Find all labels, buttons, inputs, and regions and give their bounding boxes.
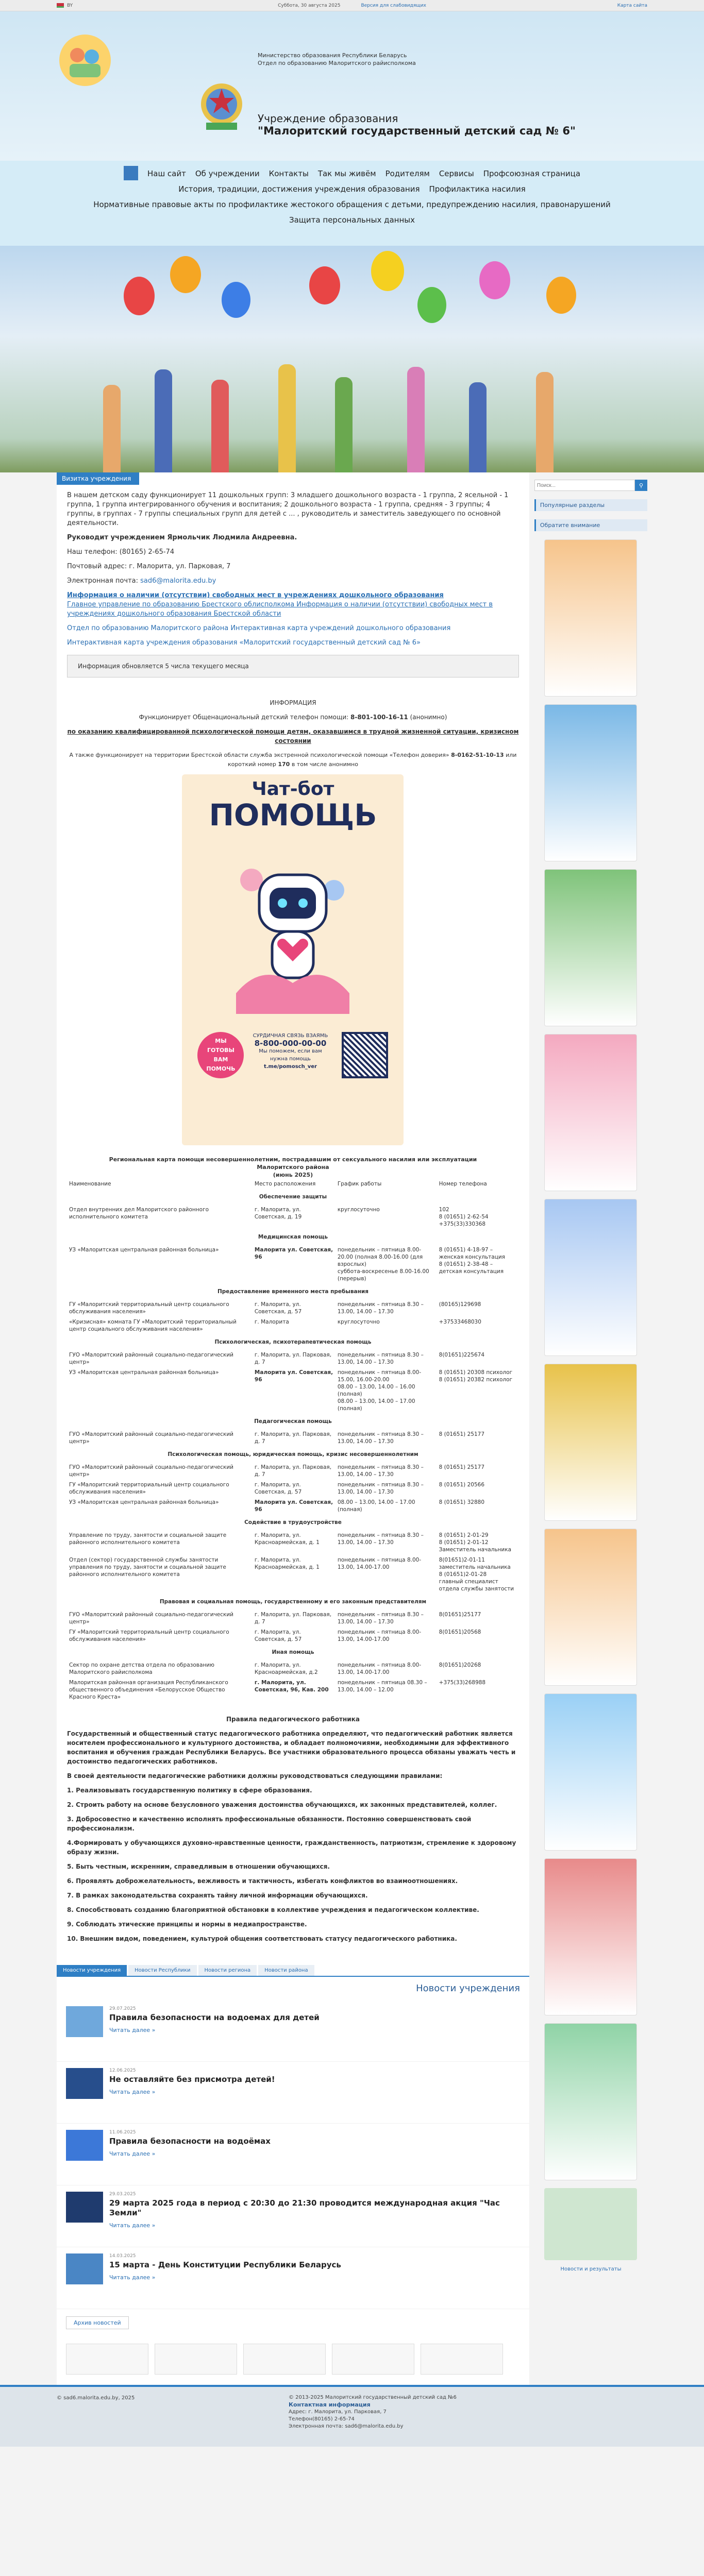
- poster-phone: 8-800-000-00-00: [254, 1039, 327, 1048]
- child-figure: [103, 385, 121, 472]
- table-cell: г. Малорита, ул. Советская, д. 57: [254, 1629, 302, 1642]
- table-cell: Малорита ул. Советская, 96: [254, 1499, 333, 1513]
- news-tab[interactable]: Новости Республики: [128, 1965, 196, 1976]
- nav-item[interactable]: Профилактика насилия: [429, 184, 526, 194]
- child-figure: [407, 367, 425, 472]
- table-cell: Отдел внутренних дел Малоритского районного исполнительного комитета: [69, 1207, 209, 1220]
- rule-item: 9. Соблюдать этические принципы и нормы в медиапространстве.: [67, 1921, 307, 1928]
- sidebar-banner[interactable]: [544, 1199, 637, 1356]
- table-row: [67, 1299, 519, 1317]
- news-date: 11.06.2025: [109, 2130, 136, 2135]
- table-cell: 8 (01651) 25177: [439, 1464, 484, 1470]
- org-type: Учреждение образования: [258, 112, 398, 125]
- table-cell: г. Малорита, ул. Советская, д. 57: [254, 1301, 302, 1315]
- news-item[interactable]: [57, 2247, 529, 2309]
- news-date: 29.03.2025: [109, 2192, 136, 2197]
- news-more[interactable]: Читать далее »: [109, 2027, 156, 2033]
- news-date: 14.03.2025: [109, 2253, 136, 2259]
- rule-item: 3. Добросовестно и качественно исполнять профессиональные обязанности. Постоянно совершенствовать свой профессионализм.: [67, 1816, 472, 1832]
- news-title[interactable]: 15 марта - День Конституции Республики Беларусь: [109, 2260, 341, 2269]
- kindergarten-map-link[interactable]: Интерактивная карта учреждения образования «Малоритский государственный детский сад № 6»: [67, 639, 421, 647]
- table-cell: г. Малорита, ул. Красноармейская, д.2: [254, 1662, 318, 1675]
- table-cell: г. Малорита, ул. Парковая, д. 7: [254, 1464, 332, 1478]
- department-link[interactable]: Отдел по образованию Малоритского райисполкома: [258, 60, 416, 66]
- child-figure: [335, 377, 353, 472]
- partner-logo[interactable]: [421, 2344, 503, 2375]
- intro-text: В нашем детском саду функционирует 11 дошкольных групп: 3 младшего дошкольного возраста - 1 группа, 2 ясельной - 1 группа, 1 группа интегрированного обучения и воспитания; 2 дошкольного возраста - 1 группа, средняя - 3 группы; 4 группы, в группах - 7 группы специальных групп для детей с ... , руководитель и заместитель заведующего по основной деятельности.: [67, 492, 509, 527]
- table-cell: 8 (01651) 2-01-29 8 (01651) 2-01-12 Заместитель начальника: [439, 1532, 512, 1553]
- news-item[interactable]: [57, 2185, 529, 2247]
- table-cell: понедельник – пятница 8.30 – 13.00, 14.00 – 17.30: [337, 1301, 424, 1315]
- news-tab[interactable]: Новости учреждения: [57, 1965, 127, 1976]
- qr-code[interactable]: [342, 1032, 388, 1078]
- table-cell: 8 (01651) 20308 психолог 8 (01651) 20382 психолог: [439, 1369, 513, 1383]
- search-input[interactable]: [534, 480, 635, 491]
- child-figure: [469, 382, 487, 472]
- current-date: Суббота, 30 августа 2025: [278, 3, 341, 8]
- all-news-link[interactable]: Новости и результаты: [560, 2266, 622, 2272]
- table-cell: 8 (01651) 20566: [439, 1482, 484, 1488]
- partner-logos: [57, 2340, 529, 2385]
- nav-item[interactable]: Профсоюзная страница: [483, 169, 581, 178]
- rule-item: 10. Внешним видом, поведением, культурой общения соответствовать статусу педагогического работника.: [67, 1935, 457, 1942]
- nav-item[interactable]: Контакты: [269, 169, 309, 178]
- table-cell: 8(01651)20268: [439, 1662, 481, 1668]
- nav-item[interactable]: Родителям: [385, 169, 430, 178]
- sidebar-banner[interactable]: [544, 704, 637, 861]
- news-more[interactable]: Читать далее »: [109, 2222, 156, 2229]
- popular-title: Популярные разделы: [534, 499, 647, 511]
- hero-banner: [0, 246, 704, 472]
- table-cell: г. Малорита, ул. Советская, д. 19: [254, 1207, 302, 1220]
- table-cell: понедельник – пятница 8.30 – 13.00, 14.00 – 17.30: [337, 1464, 424, 1478]
- chatbot-poster[interactable]: [182, 774, 404, 1145]
- accessibility-link[interactable]: Версия для слабовидящих: [361, 3, 426, 8]
- ministry-link[interactable]: Министерство образования Республики Беларусь: [258, 52, 407, 59]
- news-item[interactable]: [57, 2062, 529, 2124]
- balloon: [546, 277, 576, 314]
- table-group-row: [67, 1229, 519, 1245]
- table-cell: г. Малорита, ул. Парковая, д. 7: [254, 1352, 332, 1365]
- table-cell: круглосуточно: [337, 1319, 380, 1325]
- child-figure: [278, 364, 296, 472]
- news-archive-button[interactable]: Архив новостей: [66, 2316, 129, 2329]
- table-cell: г. Малорита, ул. Парковая, д. 7: [254, 1612, 332, 1625]
- table-cell: 8 (01651) 4-18-97 – женская консультация 8 (01651) 2-38-48 – детская консультация: [439, 1247, 505, 1275]
- balloon: [309, 266, 340, 304]
- news-item[interactable]: [57, 2124, 529, 2185]
- rule-item: 7. В рамках законодательства сохранять тайну личной информации обучающихся.: [67, 1892, 368, 1899]
- home-icon[interactable]: [124, 166, 138, 180]
- table-cell: понедельник – пятница 8.30 – 13.00, 14.00 – 17.30: [337, 1532, 424, 1546]
- news-more[interactable]: Читать далее »: [109, 2089, 156, 2095]
- sidebar-banner[interactable]: [544, 2023, 637, 2180]
- rules-title: Правила педагогического работника: [226, 1716, 360, 1723]
- balloon: [371, 251, 404, 291]
- news-thumbnail[interactable]: [66, 2130, 103, 2161]
- table-row: [67, 1245, 519, 1284]
- table-group-row: [67, 1594, 519, 1609]
- info-purpose: по оказанию квалифицированной психологической помощи детям, оказавшимся в трудной жизненной ситуации, кризисном состоянии: [67, 728, 519, 744]
- sidebar-banner[interactable]: [544, 1364, 637, 1521]
- table-date: (июнь 2025): [273, 1172, 313, 1178]
- table-group-row: [67, 1447, 519, 1462]
- news-thumbnail[interactable]: [66, 2006, 103, 2037]
- table-cell: понедельник – пятница 08.30 – 13.00, 14.00 – 12.00: [337, 1680, 427, 1693]
- table-group-row: [67, 1189, 519, 1205]
- table-header: Место расположения: [254, 1181, 316, 1187]
- poster-phone-label: СУРДИЧНАЯ СВЯЗЬ ВЗАЯМЬ: [253, 1033, 328, 1039]
- info-hotline-phone: 8-0162-51-10-13: [451, 752, 504, 758]
- news-heading: Новости учреждения: [416, 1983, 520, 1994]
- info-text: Функционирует Общенациональный детский телефон помощи:: [139, 714, 349, 721]
- main-content: [57, 472, 529, 2385]
- news-title[interactable]: 29 марта 2025 года в период с 20:30 до 21:30 проводится международная акция "Час Земли": [109, 2198, 500, 2217]
- news-thumbnail[interactable]: [66, 2253, 103, 2284]
- child-figure: [155, 369, 172, 472]
- table-cell: ГУ «Малоритский территориальный центр социального обслуживания населения»: [69, 1301, 229, 1315]
- table-header: График работы: [337, 1181, 382, 1187]
- update-notice: [67, 655, 519, 677]
- table-cell: г. Малорита, ул. Парковая, д. 7: [254, 1431, 332, 1445]
- search-button[interactable]: ⚲: [635, 480, 647, 491]
- flag-icon: [57, 3, 64, 8]
- table-cell: 8(01651)2-01-11 заместитель начальника 8 (01651)2-01-28 главный специалист отдела службы занятости: [439, 1557, 514, 1592]
- email-link[interactable]: sad6@malorita.edu.by: [140, 577, 216, 585]
- table-cell: ГУ «Малоритский территориальный центр социального обслуживания населения»: [69, 1629, 229, 1642]
- rules-intro: Государственный и общественный статус педагогического работника определяют, что педагогический работник является носителем профессионального и культурного достоинства, и обладает полномочиями, необходимыми для эффективного воспитания и обучения граждан Республики Беларусь. Все участники образовательного процесса обязаны уважать честь и достоинство педагогических работников.: [67, 1730, 516, 1765]
- table-cell: Отдел (сектор) государственной службы занятости управления по труду, занятости и социальной защите районного исполнительного комитета: [69, 1557, 226, 1578]
- table-subtitle: Малоритского района: [257, 1164, 329, 1171]
- table-cell: УЗ «Малоритская центральная районная больница»: [69, 1369, 219, 1376]
- site-header: [0, 11, 704, 161]
- table-row: [67, 1317, 519, 1334]
- rules-sub: В своей деятельности педагогические работники должны руководствоваться следующими правилами:: [67, 1772, 443, 1780]
- table-cell: круглосуточно: [337, 1207, 380, 1213]
- footer-copyright: © sad6.malorita.edu.by, 2025: [57, 2395, 135, 2401]
- table-cell: Малоритская районная организация Республиканского общественного объединения «Белорусское Общество Красного Креста»: [69, 1680, 228, 1700]
- info-heading: ИНФОРМАЦИЯ: [270, 699, 316, 706]
- table-group-title: Содействие в трудоустройстве: [244, 1519, 342, 1526]
- table-cell: понедельник – пятница 8.30 – 13.00, 14.00 – 17.30: [337, 1352, 424, 1365]
- nav-item[interactable]: Сервисы: [439, 169, 474, 178]
- contacts-title: Контактная информация: [289, 2401, 371, 2408]
- table-group-row: [67, 1334, 519, 1350]
- news-title[interactable]: Не оставляйте без присмотра детей!: [109, 2075, 275, 2084]
- table-cell: ГУО «Малоритский районный социально-педагогический центр»: [69, 1464, 233, 1478]
- news-tab[interactable]: Новости региона: [198, 1965, 257, 1976]
- region-vacancy-link[interactable]: Главное управление по образованию Брестского облисполкома Информация о наличии (отсутствии) свободных мест в учреждениях дошкольного образования Брестской области: [67, 601, 493, 618]
- news-title[interactable]: Правила безопасности на водоёмах: [109, 2137, 271, 2146]
- table-cell: +37533468030: [439, 1319, 481, 1325]
- table-row: [67, 1429, 519, 1447]
- site-footer: [0, 2385, 704, 2447]
- table-cell: (80165)129698: [439, 1301, 481, 1308]
- poster-tag[interactable]: t.me/pomosch_ver: [263, 1064, 317, 1070]
- table-cell: понедельник – пятница 8.00-13.00, 14.00-17.00: [337, 1629, 422, 1642]
- about-section: [57, 485, 529, 1708]
- main-nav: [0, 161, 704, 246]
- table-cell: г. Малорита, ул. Красноармейская, д. 1: [254, 1557, 320, 1570]
- table-row: [67, 1609, 519, 1627]
- rule-item: 8. Способствовать созданию благоприятной обстановки в коллективе учреждения и педагогическом коллективе.: [67, 1906, 479, 1913]
- partner-logo[interactable]: [332, 2344, 414, 2375]
- table-group-title: Правовая и социальная помощь, государственному и его законным представителям: [159, 1599, 427, 1605]
- sidebar-banner[interactable]: [544, 1693, 637, 1851]
- news-title[interactable]: Правила безопасности на водоемах для детей: [109, 2013, 320, 2022]
- language-label[interactable]: BY: [67, 3, 73, 8]
- services-title: Обратите внимание: [534, 519, 647, 531]
- table-cell: Управление по труду, занятости и социальной защите районного исполнительного комитета: [69, 1532, 227, 1546]
- news-item[interactable]: [57, 2000, 529, 2062]
- partner-logo[interactable]: [155, 2344, 237, 2375]
- news-more[interactable]: Читать далее »: [109, 2274, 156, 2281]
- table-header: Номер телефона: [439, 1181, 487, 1187]
- table-cell: г. Малорита, ул. Советская, д. 57: [254, 1482, 302, 1495]
- sidebar-banner[interactable]: [544, 2188, 637, 2260]
- footer-address: Адрес: г. Малорита, ул. Парковая, 7: [289, 2409, 387, 2415]
- table-group-title: Обеспечение защиты: [259, 1194, 327, 1200]
- help-map-heading: [67, 1156, 519, 1179]
- balloon: [124, 277, 155, 315]
- help-map-table: [67, 1179, 519, 1702]
- table-cell: понедельник – пятница 8.30 – 13.00, 14.00 – 17.30: [337, 1612, 424, 1625]
- sidebar-banner[interactable]: [544, 1858, 637, 2015]
- table-header: Наименование: [69, 1181, 111, 1187]
- state-emblem-icon: [196, 77, 247, 134]
- nav-item[interactable]: Нормативные правовые акты по профилактике жестокого обращения с детьми, предупреждению насилия, правонарушений: [93, 200, 611, 209]
- table-row: [67, 1205, 519, 1229]
- table-group-row: [67, 1414, 519, 1429]
- poster-title-main: ПОМОЩЬ: [209, 798, 377, 833]
- vacancy-info-link[interactable]: Информация о наличии (отсутствии) свободных мест в учреждениях дошкольного образования: [67, 591, 444, 599]
- table-cell: +375(33)268988: [439, 1680, 486, 1686]
- news-date: 29.07.2025: [109, 2006, 136, 2011]
- rule-item: 1. Реализовывать государственную политику в сфере образования.: [67, 1787, 312, 1794]
- sidebar-banner[interactable]: [544, 869, 637, 1026]
- table-title: Региональная карта помощи несовершеннолетним, пострадавшим от сексуального насилия или эксплуатации: [109, 1156, 477, 1163]
- nav-item[interactable]: Так мы живём: [317, 169, 376, 178]
- table-cell: 08.00 – 13.00, 14.00 – 17.00 (полная): [337, 1499, 415, 1513]
- news-list: [57, 2000, 529, 2309]
- nav-item[interactable]: Защита персональных данных: [289, 215, 415, 225]
- table-row: [67, 1660, 519, 1677]
- child-figure: [536, 372, 554, 472]
- nav-item[interactable]: История, традиции, достижения учреждения образования: [178, 184, 420, 194]
- balloon: [222, 282, 250, 318]
- news-date: 12.06.2025: [109, 2068, 136, 2073]
- sitemap-link[interactable]: Карта сайта: [617, 3, 647, 8]
- sidebar-banner[interactable]: [544, 539, 637, 697]
- rule-item: 2. Строить работу на основе безусловного уважения достоинства обучающихся, их законных представителей, коллег.: [67, 1801, 497, 1808]
- sidebar-banner[interactable]: [544, 1034, 637, 1191]
- table-cell: понедельник – пятница 8.30 – 13.00, 14.00 – 17.30: [337, 1431, 424, 1445]
- info-short-label: или короткий номер: [227, 752, 517, 768]
- table-group-title: Психологическая помощь, юридическая помощь, кризис несовершеннолетним: [167, 1451, 418, 1458]
- table-cell: 102 8 (01651) 2-62-54 +375(33)330368: [439, 1207, 489, 1227]
- table-group-row: [67, 1284, 519, 1299]
- poster-help-text: Мы поможем, если вам нужна помощь: [259, 1048, 322, 1062]
- info-anon2: в том числе анонимно: [291, 761, 358, 768]
- table-row: [67, 1627, 519, 1645]
- table-group-title: Психологическая, психотерапевтическая помощь: [214, 1339, 372, 1345]
- table-cell: понедельник – пятница 8.00-20.00 (полная 8.00-16.00 (для взрослых) суббота-воскресенье 8.00-16.00 (перерыв): [337, 1247, 429, 1282]
- table-cell: УЗ «Малоритская центральная районная больница»: [69, 1499, 219, 1505]
- robot-illustration: [231, 859, 355, 1024]
- table-cell: 8(01651)225674: [439, 1352, 484, 1358]
- info-phone: 8-801-100-16-11: [350, 714, 408, 721]
- table-cell: г. Малорита, ул. Советская, 96, Кав. 200: [254, 1680, 329, 1693]
- footer-email[interactable]: Электронная почта: sad6@malorita.edu.by: [289, 2424, 404, 2429]
- district-map-link[interactable]: Отдел по образованию Малоритского района Интерактивная карта учреждений дошкольного образования: [67, 624, 451, 632]
- content-wrap: [0, 472, 704, 2385]
- poster-badge: МЫ ГОТОВЫ ВАМ ПОМОЧЬ: [197, 1032, 244, 1078]
- news-tabs: [57, 1965, 529, 1977]
- news-more[interactable]: Читать далее »: [109, 2150, 156, 2157]
- sidebar: [534, 472, 647, 2385]
- phone-text: Наш телефон: (80165) 2-65-74: [67, 548, 175, 556]
- news-tab[interactable]: Новости района: [258, 1965, 314, 1976]
- sidebar-banner[interactable]: [544, 1529, 637, 1686]
- info-anon: (анонимно): [410, 714, 447, 721]
- section-title: Визитка учреждения: [57, 472, 139, 485]
- table-cell: г. Малорита: [254, 1319, 289, 1325]
- nav-item[interactable]: Наш сайт: [147, 169, 186, 178]
- table-cell: 8 (01651) 32880: [439, 1499, 484, 1505]
- table-row: [67, 1367, 519, 1414]
- rule-item: 5. Быть честным, искренним, справедливым в отношении обучающихся.: [67, 1863, 330, 1870]
- table-cell: УЗ «Малоритская центральная районная больница»: [69, 1247, 219, 1253]
- table-group-title: Педагогическая помощь: [254, 1418, 332, 1425]
- table-cell: ГУО «Малоритский районный социально-педагогический центр»: [69, 1352, 233, 1365]
- table-group-title: Иная помощь: [272, 1649, 314, 1655]
- org-name: "Малоритский государственный детский сад № 6": [258, 125, 576, 137]
- news-thumbnail[interactable]: [66, 2068, 103, 2099]
- table-row: [67, 1530, 519, 1555]
- table-cell: понедельник – пятница 8.00-13.00, 14.00-17.00: [337, 1557, 422, 1570]
- rule-item: 4.Формировать у обучающихся духовно-нравственные ценности, гражданственность, патриотизм, стремление к здоровому образу жизни.: [67, 1839, 516, 1856]
- news-thumbnail[interactable]: [66, 2192, 103, 2223]
- balloon: [170, 256, 201, 293]
- nav-item[interactable]: Об учреждении: [195, 169, 260, 178]
- footer-line: © 2013-2025 Малоритский государственный детский сад №6: [289, 2395, 457, 2400]
- table-row: [67, 1480, 519, 1497]
- table-cell: ГУО «Малоритский районный социально-педагогический центр»: [69, 1612, 233, 1625]
- table-cell: Малорита ул. Советская, 96: [254, 1369, 333, 1383]
- rule-item: 6. Проявлять доброжелательность, вежливость и тактичность, избегать конфликтов во взаимоотношениях.: [67, 1877, 458, 1885]
- kindergarten-logo[interactable]: [57, 32, 113, 89]
- table-cell: понедельник – пятница 8.00-13.00, 14.00-17.00: [337, 1662, 422, 1675]
- info-short-number: 170: [278, 761, 290, 768]
- table-row: [67, 1497, 519, 1515]
- table-cell: 8(01651)20568: [439, 1629, 481, 1635]
- table-cell: ГУО «Малоритский районный социально-педагогический центр»: [69, 1431, 233, 1445]
- table-cell: г. Малорита, ул. Красноармейская, д. 1: [254, 1532, 320, 1546]
- table-cell: понедельник – пятница 8.30 – 13.00, 14.00 – 17.30: [337, 1482, 424, 1495]
- table-group-title: Медицинская помощь: [258, 1234, 328, 1240]
- manager-text: Руководит учреждением Ярмольчик Людмила Андреевна.: [67, 534, 297, 541]
- table-cell: «Кризисная» комната ГУ «Малоритский территориальный центр социального обслуживания населения»: [69, 1319, 237, 1332]
- info-block: [67, 698, 519, 769]
- table-row: [67, 1350, 519, 1367]
- table-row: [67, 1462, 519, 1480]
- address-text: Почтовый адрес: г. Малорита, ул. Парковая, 7: [67, 563, 231, 570]
- email-label: Электронная почта:: [67, 577, 138, 585]
- notice-text: Информация обновляется 5 числа текущего месяца: [78, 663, 249, 670]
- table-group-row: [67, 1645, 519, 1660]
- table-row: [67, 1555, 519, 1594]
- table-cell: Малорита ул. Советская, 96: [254, 1247, 333, 1260]
- balloon: [479, 261, 510, 299]
- table-cell: 8 (01651) 25177: [439, 1431, 484, 1437]
- info-hotline-text: А также функционирует на территории Брестской области служба экстренной психологической помощи «Телефон доверия»: [69, 752, 449, 758]
- top-bar: [0, 0, 704, 11]
- child-figure: [211, 380, 229, 472]
- table-group-row: [67, 1515, 519, 1530]
- table-group-title: Предоставление временного места пребывания: [217, 1289, 368, 1295]
- table-cell: понедельник – пятница 8.00-15.00, 16.00-20.00 08.00 – 13.00, 14.00 – 16.00 (полная) 08.00 – 13.00, 14.00 – 17.00 (полная): [337, 1369, 422, 1412]
- teacher-rules: [57, 1708, 529, 1955]
- table-cell: ГУ «Малоритский территориальный центр социального обслуживания населения»: [69, 1482, 229, 1495]
- table-cell: Сектор по охране детства отдела по образованию Малоритского райисполкома: [69, 1662, 214, 1675]
- partner-logo[interactable]: [243, 2344, 326, 2375]
- table-row: [67, 1677, 519, 1702]
- search-box: [534, 480, 647, 491]
- poster-title-top: Чат-бот: [252, 778, 334, 800]
- footer-phone: Телефон(80165) 2-65-74: [289, 2416, 355, 2422]
- partner-logo[interactable]: [66, 2344, 148, 2375]
- table-cell: 8(01651)25177: [439, 1612, 481, 1618]
- balloon: [417, 287, 446, 323]
